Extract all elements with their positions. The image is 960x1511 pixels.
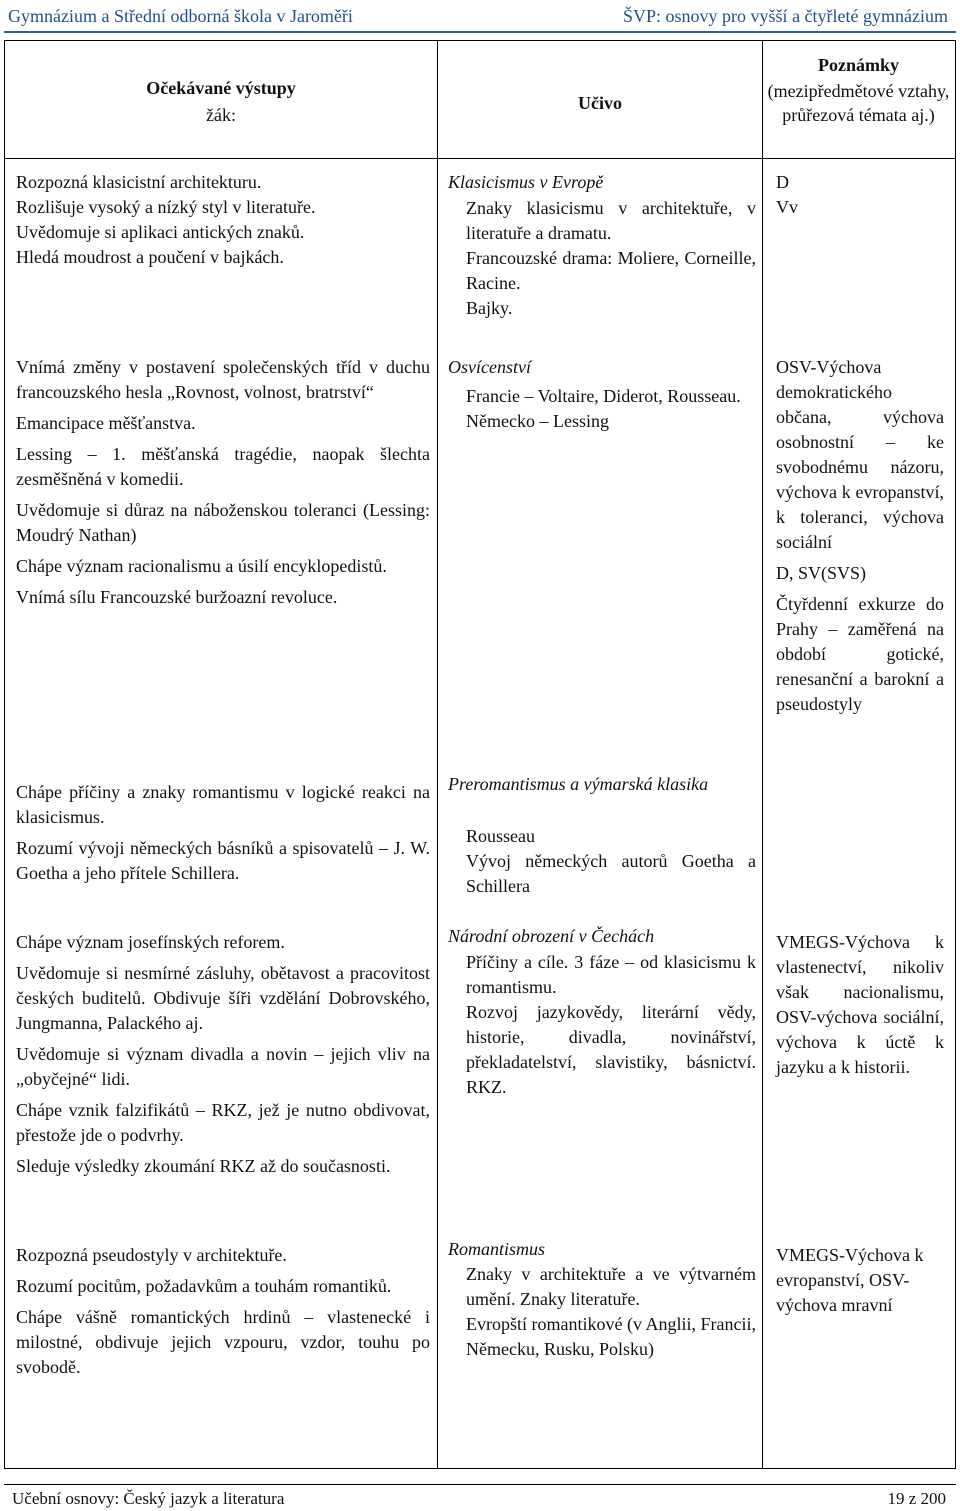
footer-document-title: Učební osnovy: Český jazyk a literatura [12, 1489, 285, 1508]
content-item: Bajky. [466, 298, 513, 318]
row4-notes [776, 930, 944, 1080]
note-item: VMEGS-Výchova k vlastenectví, nikoliv však nacionalismu, OSV-výchova sociální, výchova k úctě k jazyku a k historii. [776, 932, 944, 1077]
row5-outcomes [16, 1243, 430, 1380]
outcome-item: Vnímá sílu Francouzské buržoazní revoluce. [16, 587, 338, 607]
row1-topic: Klasicismus v Evropě [448, 172, 604, 192]
row4-content [466, 950, 756, 1100]
outcome-item: Rozumí vývoji německých básníků a spisovatelů – J. W. Goetha a jeho přítele Schillera. [16, 838, 430, 883]
row3-outcomes [16, 780, 430, 886]
outcome-item: Uvědomuje si význam divadla a novin – jejich vliv na „obyčejné“ lidi. [16, 1044, 430, 1089]
outcome-item: Vnímá změny v postavení společenských tříd v duchu francouzského hesla „Rovnost, volnost, bratrství“ [16, 357, 430, 402]
row3-content [466, 824, 756, 899]
column-divider [437, 40, 438, 1468]
row2-topic: Osvícenství [448, 357, 531, 377]
content-item: Znaky v architektuře a ve výtvarném umění. Znaky literatuře. [466, 1264, 756, 1309]
row1-outcomes [16, 170, 432, 270]
outcome-item: Rozumí pocitům, požadavkům a touhám romantiků. [16, 1276, 392, 1296]
outcome-item: Rozpozná klasicistní architekturu. [16, 172, 262, 192]
content-item: Rousseau [466, 826, 535, 846]
curriculum-name: ŠVP: osnovy pro vyšší a čtyřleté gymnázium [623, 6, 948, 26]
outcome-item: Rozlišuje vysoký a nízký styl v literatuře. [16, 197, 316, 217]
outcome-item: Hledá moudrost a poučení v bajkách. [16, 247, 284, 267]
outcome-item: Uvědomuje si aplikaci antických znaků. [16, 222, 305, 242]
page-footer [0, 1472, 960, 1509]
content-item: Francie – Voltaire, Diderot, Rousseau. [466, 386, 741, 406]
outcome-item: Uvědomuje si nesmírné zásluhy, obětavost a pracovitost českých buditelů. Obdivuje šíři vzdělání Dobrovského, Jungmanna, Palackého aj. [16, 963, 430, 1033]
content-item: Evropští romantikové (v Anglii, Francii, Německu, Rusku, Polsku) [466, 1314, 756, 1359]
row1-notes [776, 170, 946, 220]
note-item: Čtyřdenní exkurze do Prahy – zaměřená na období gotické, renesanční a barokní a pseudostyly [776, 594, 944, 714]
row5-topic: Romantismus [448, 1239, 546, 1259]
outcome-item: Lessing – 1. měšťanská tragédie, naopak šlechta zesměšněná v komedii. [16, 444, 430, 489]
row2-outcomes [16, 355, 430, 610]
col-outcomes-title: Očekávané výstupy [146, 78, 296, 98]
outcome-item: Sleduje výsledky zkoumání RKZ až do současnosti. [16, 1156, 391, 1176]
row2-content [466, 384, 756, 434]
outcome-item: Rozpozná pseudostyly v architektuře. [16, 1245, 287, 1265]
col-outcomes-subtitle: žák: [206, 105, 236, 125]
outcome-item: Chápe význam racionalismu a úsilí encyklopedistů. [16, 556, 387, 576]
col-notes-title: Poznámky [818, 55, 899, 75]
content-item: Příčiny a cíle. 3 fáze – od klasicismu k romantismu. [466, 952, 756, 997]
outcome-item: Chápe vznik falzifikátů – RKZ, jež je nutno obdivovat, přestože jde o podvrhy. [16, 1100, 430, 1145]
note-item: Vv [776, 197, 798, 217]
page-header [0, 0, 960, 34]
row1-content [466, 196, 756, 321]
outcome-item: Uvědomuje si důraz na náboženskou toleranci (Lessing: Moudrý Nathan) [16, 500, 430, 545]
row5-notes [776, 1243, 944, 1318]
content-item: Francouzské drama: Moliere, Corneille, Racine. [466, 248, 756, 293]
outcome-item: Chápe vášně romantických hrdinů – vlastenecké i milostné, obdivuje jejich vzpouru, vzdor, touhu po svobodě. [16, 1307, 430, 1377]
note-item: D, SV(SVS) [776, 563, 867, 583]
row5-content [466, 1262, 756, 1362]
outcome-item: Chápe příčiny a znaky romantismu v logické reakci na klasicismus. [16, 782, 430, 827]
row4-topic: Národní obrození v Čechách [448, 926, 655, 946]
outcome-item: Emancipace měšťanstva. [16, 413, 196, 433]
content-item: Rozvoj jazykovědy, literární vědy, historie, divadla, novinářství, překladatelství, slavistiky, básnictví. RKZ. [466, 1002, 756, 1097]
column-divider [762, 40, 763, 1468]
col-content-title: Učivo [578, 93, 622, 113]
header-rule [4, 31, 956, 33]
content-item: Znaky klasicismu v architektuře, v literatuře a dramatu. [466, 198, 756, 243]
row4-outcomes [16, 930, 430, 1179]
note-item: D [776, 172, 789, 192]
row3-topic: Preromantismus a výmarská klasika [448, 774, 709, 794]
row2-notes [776, 355, 944, 717]
note-item: OSV-Výchova demokratického občana, výchova osobnostní – ke svobodnému názoru, výchova k evropanství, k toleranci, výchova sociální [776, 357, 944, 552]
outcome-item: Chápe význam josefínských reforem. [16, 932, 285, 952]
content-item: Vývoj německých autorů Goetha a Schillera [466, 851, 756, 896]
footer-rule [4, 1484, 956, 1485]
page-number: 19 z 200 [887, 1489, 946, 1508]
school-name: Gymnázium a Střední odborná škola v Jaroměři [8, 6, 353, 26]
content-item: Německo – Lessing [466, 411, 609, 431]
col-notes-subtitle: (mezipředmětové vztahy, průřezová témata aj.) [767, 81, 950, 125]
note-item: VMEGS-Výchova k evropanství, OSV-výchova mravní [776, 1245, 924, 1315]
header-row-divider [4, 158, 955, 159]
